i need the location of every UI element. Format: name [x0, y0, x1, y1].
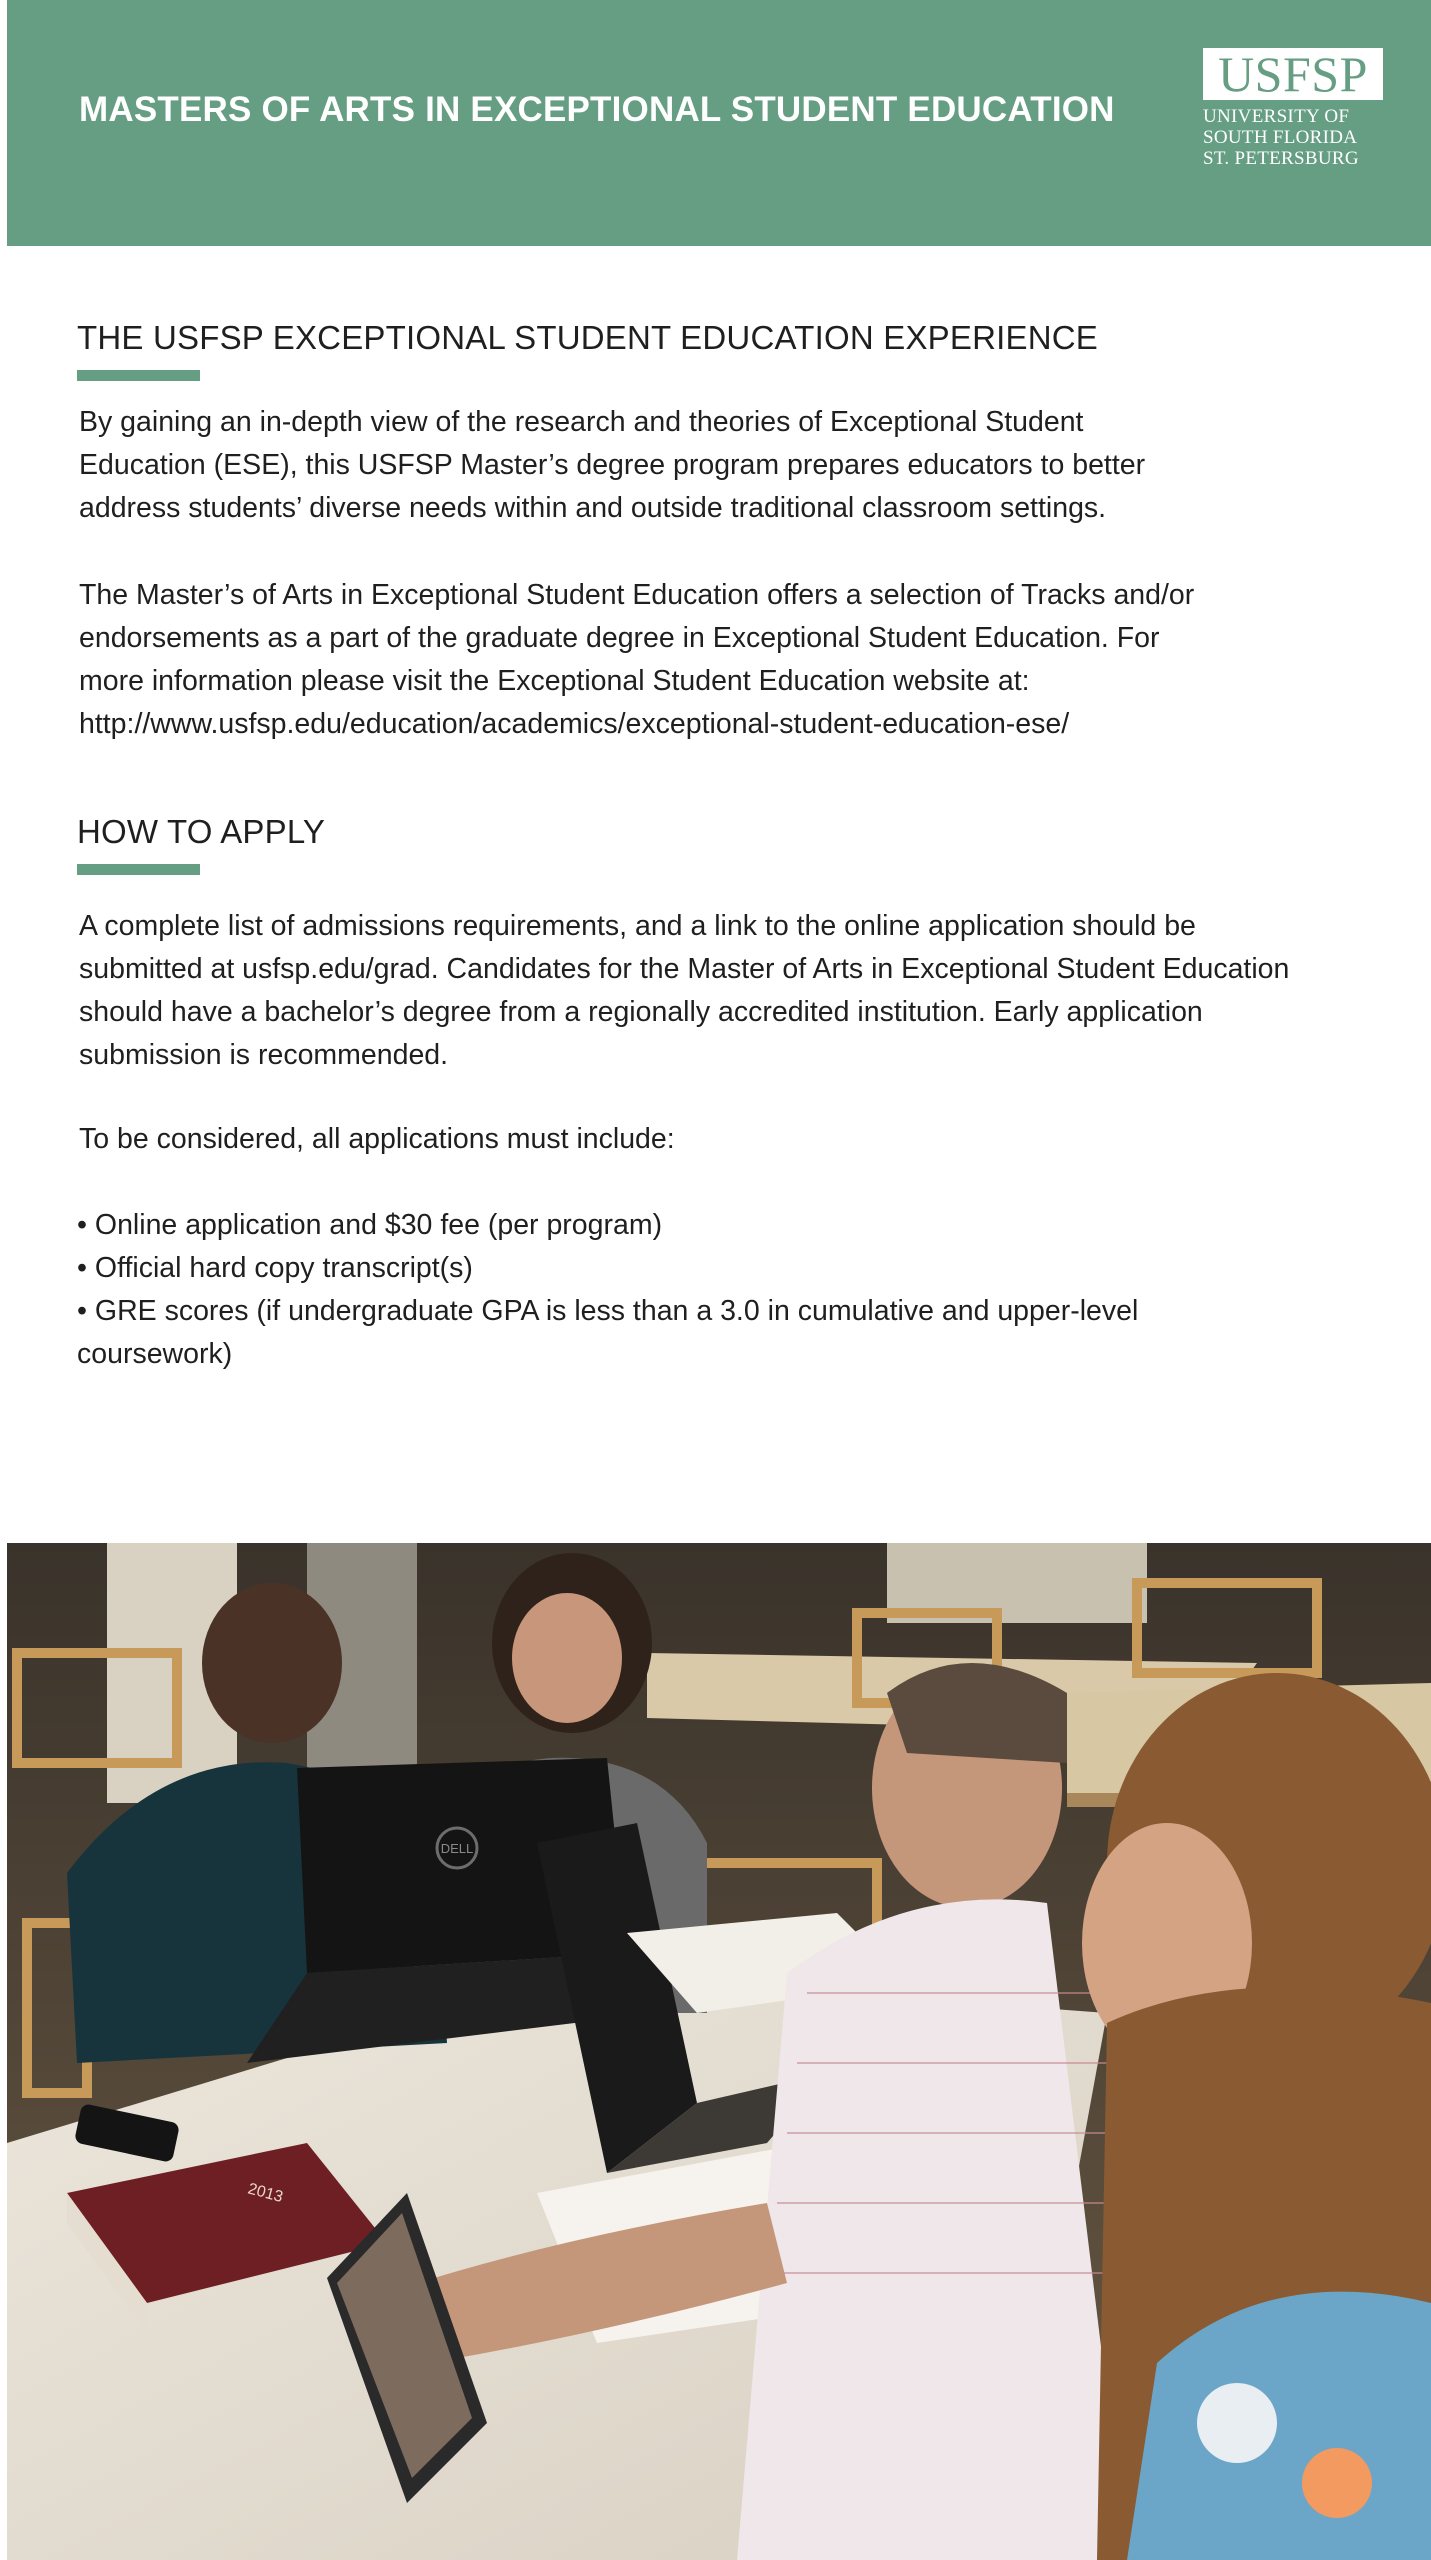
apply-underline	[77, 864, 200, 875]
text-line: The Master’s of Arts in Exceptional Student Education offers a selection of Tracks and/or	[79, 579, 1195, 611]
requirements-list	[77, 1204, 1377, 1376]
apply-paragraph	[79, 905, 1379, 1077]
website-link[interactable]: http://www.usfsp.edu/education/academics/exceptional-student-education-ese/	[79, 708, 1070, 740]
page-title: MASTERS OF ARTS IN EXCEPTIONAL STUDENT EDUCATION	[79, 90, 1115, 129]
logo-mark: USFSP	[1203, 48, 1383, 100]
text-line: more information please visit the Exceptional Student Education website at:	[79, 665, 1030, 697]
text-line: Education (ESE), this USFSP Master’s degree program prepares educators to better	[79, 449, 1146, 481]
text-line: submission is recommended.	[79, 1039, 449, 1071]
usfsp-logo	[1195, 48, 1395, 183]
text-line: submitted at usfsp.edu/grad. Candidates for the Master of Arts in Exceptional Student Education	[79, 953, 1290, 985]
experience-paragraph-2	[79, 574, 1379, 746]
logo-line: ST. PETERSBURG	[1203, 148, 1359, 169]
list-item	[77, 1204, 1377, 1247]
text-line: coursework)	[77, 1338, 233, 1370]
text-line: A complete list of admissions requirements, and a link to the online application should be	[79, 910, 1196, 942]
experience-heading: THE USFSP EXCEPTIONAL STUDENT EDUCATION EXPERIENCE	[77, 319, 1098, 356]
text-line: endorsements as a part of the graduate degree in Exceptional Student Education. For	[79, 622, 1160, 654]
logo-line: SOUTH FLORIDA	[1203, 127, 1358, 148]
students-photo	[7, 1543, 1431, 2560]
header-banner	[7, 0, 1431, 246]
text-line: • Official hard copy transcript(s)	[77, 1252, 473, 1284]
logo-subtitle	[1203, 106, 1393, 169]
text-line: • GRE scores (if undergraduate GPA is less than a 3.0 in cumulative and upper-level	[77, 1295, 1139, 1327]
laptop-brand: DELL	[440, 1841, 474, 1856]
list-item	[77, 1290, 1377, 1376]
text-line: should have a bachelor’s degree from a regionally accredited institution. Early application	[79, 996, 1203, 1028]
text-line: • Online application and $30 fee (per program)	[77, 1209, 663, 1241]
experience-underline	[77, 370, 200, 381]
requirements-intro	[79, 1118, 1379, 1161]
experience-paragraph-1	[79, 401, 1379, 530]
text-line: To be considered, all applications must include:	[79, 1123, 675, 1155]
text-line: address students’ diverse needs within and outside traditional classroom settings.	[79, 492, 1107, 524]
text-line: By gaining an in-depth view of the research and theories of Exceptional Student	[79, 406, 1084, 438]
list-item	[77, 1247, 1377, 1290]
apply-heading: HOW TO APPLY	[77, 813, 326, 850]
logo-line: UNIVERSITY OF	[1203, 106, 1350, 127]
book-spine-text: 2013	[245, 2180, 285, 2207]
